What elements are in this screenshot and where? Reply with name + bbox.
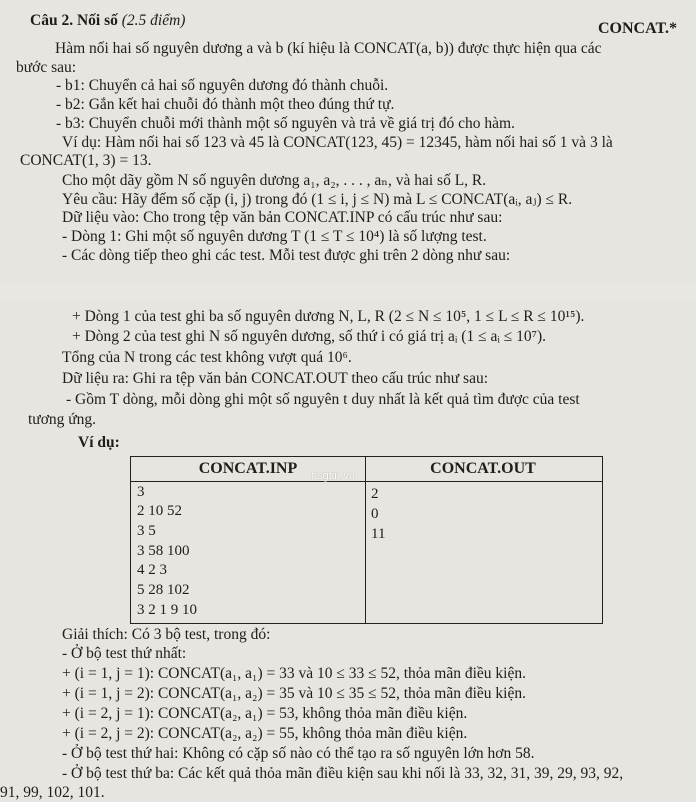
output-column-header: CONCAT.OUT <box>430 460 536 477</box>
question-points: (2.5 điểm) <box>121 12 186 29</box>
output-line: 0 <box>371 506 379 522</box>
input-line: 3 58 100 <box>137 543 190 559</box>
input-spec-line: + Dòng 1 của test ghi ba số nguyên dương N, L, R (2 ≤ N ≤ 10⁵, 1 ≤ L ≤ R ≤ 10¹⁵). <box>72 308 585 325</box>
statement-line: Hàm nối hai số nguyên dương a và b (kí hiệu là CONCAT(a, b)) được thực hiện qua các <box>55 40 602 57</box>
example-text: CONCAT(1, 3) = 13. <box>20 152 152 169</box>
output-spec-line: - Gồm T dòng, mỗi dòng ghi một số nguyên t duy nhất là kết quả tìm được của test <box>66 391 580 408</box>
input-line: 4 2 3 <box>137 562 167 578</box>
requirement-line: Yêu cầu: Hãy đếm số cặp (i, j) trong đó (1 ≤ i, j ≤ N) mà L ≤ CONCAT(aᵢ, aⱼ) ≤ R. <box>62 191 573 208</box>
page-gap <box>0 282 696 300</box>
explanation-line: - Ở bộ test thứ nhất: <box>62 645 187 662</box>
explanation-line: + (i = 2, j = 1): CONCAT(a₂, a₁) = 53, không thỏa mãn điều kiện. <box>62 705 468 722</box>
output-line: 11 <box>371 526 386 542</box>
explanation-title: Giải thích: Có 3 bộ test, trong đó: <box>62 626 271 643</box>
input-spec-title: Dữ liệu vào: Cho trong tệp văn bản CONCAT.INP có cấu trúc như sau: <box>62 209 503 226</box>
explanation-line: - Ở bộ test thứ hai: Không có cặp số nào có thể tạo ra số nguyên lớn hơn 58. <box>62 745 535 762</box>
example-table <box>130 456 603 624</box>
output-line: 2 <box>371 486 379 502</box>
explanation-line: - Ở bộ test thứ ba: Các kết quả thỏa mãn điều kiện sau khi nối là 33, 32, 31, 39, 29, 93, 92, <box>62 765 624 782</box>
input-spec-line: - Các dòng tiếp theo ghi các test. Mỗi test được ghi trên 2 dòng như sau: <box>62 247 511 264</box>
input-spec-line: Tổng của N trong các test không vượt quá 10⁶. <box>62 349 352 366</box>
input-line: 2 10 52 <box>137 503 182 519</box>
step-b3: - b3: Chuyển chuỗi mới thành một số nguyên và trả về giá trị đó cho hàm. <box>56 115 515 132</box>
input-spec-line: - Dòng 1: Ghi một số nguyên dương T (1 ≤ T ≤ 10⁴) là số lượng test. <box>62 228 487 245</box>
input-spec-line: + Dòng 2 của test ghi N số nguyên dương, số thứ i có giá trị aᵢ (1 ≤ aᵢ ≤ 10⁷). <box>72 328 547 345</box>
example-text: Ví dụ: Hàm nối hai số 123 và 45 là CONCAT(123, 45) = 12345, hàm nối hai số 1 và 3 là <box>62 134 613 151</box>
output-spec-line: tương ứng. <box>28 411 97 428</box>
example-heading: Ví dụ: <box>78 434 120 451</box>
question-label: Câu 2. Nối số <box>30 12 118 29</box>
output-spec-title: Dữ liệu ra: Ghi ra tệp văn bản CONCAT.OUT theo cấu trúc như sau: <box>62 370 489 387</box>
input-line: 3 5 <box>137 523 156 539</box>
input-line: 3 2 1 9 10 <box>137 602 197 618</box>
step-b1: - b1: Chuyển cả hai số nguyên dương đó thành chuỗi. <box>56 77 389 94</box>
problem-code: CONCAT.* <box>598 20 677 37</box>
input-column-header: CONCAT.INP <box>198 460 298 477</box>
explanation-line: 91, 99, 102, 101. <box>0 784 105 801</box>
statement-line: bước sau: <box>16 59 77 76</box>
input-line: 5 28 102 <box>137 582 190 598</box>
table-divider <box>365 457 366 623</box>
explanation-line: + (i = 1, j = 2): CONCAT(a₁, a₂) = 35 và 10 ≤ 35 ≤ 52, thỏa mãn điều kiện. <box>62 685 526 702</box>
statement-line: Cho một dãy gồm N số nguyên dương a₁, a₂, . . . , aₙ, và hai số L, R. <box>62 172 487 189</box>
step-b2: - b2: Gắn kết hai chuỗi đó thành một theo đúng thứ tự. <box>56 96 395 113</box>
question-title <box>30 12 185 30</box>
explanation-line: + (i = 1, j = 1): CONCAT(a₁, a₁) = 33 và 10 ≤ 33 ≤ 52, thỏa mãn điều kiện. <box>62 665 526 682</box>
watermark: hsgtin.vn <box>311 470 356 482</box>
input-line: 3 <box>137 484 145 500</box>
explanation-line: + (i = 2, j = 2): CONCAT(a₂, a₂) = 55, không thỏa mãn điều kiện. <box>62 725 468 742</box>
